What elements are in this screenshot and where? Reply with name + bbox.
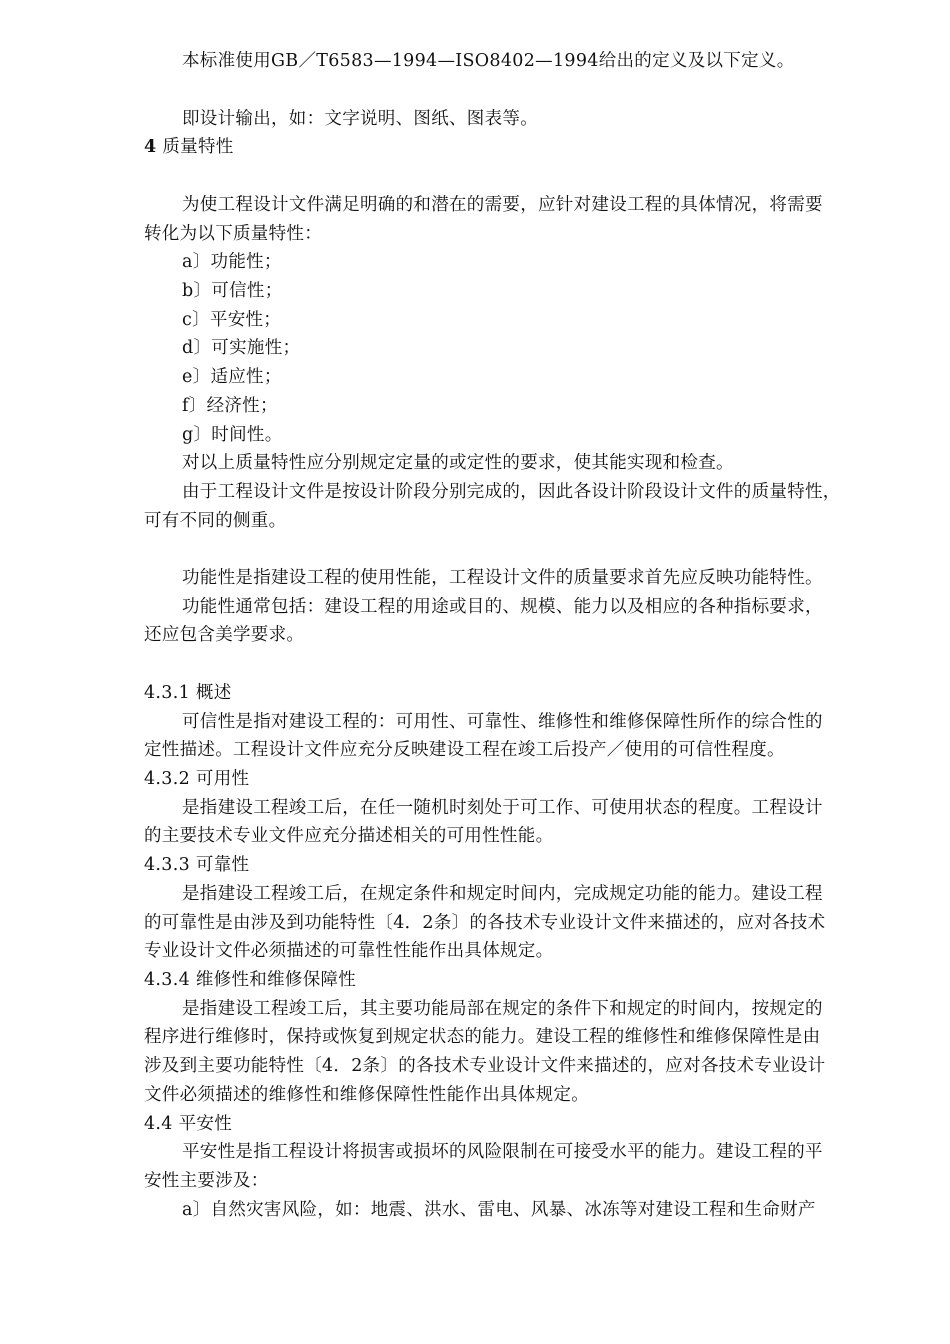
subsection-heading: 4.3.4 维修性和维修保障性 bbox=[144, 970, 357, 990]
paragraph-line: 为使工程设计文件满足明确的和潜在的需要，应针对建设工程的具体情况，将需要 bbox=[182, 195, 823, 215]
list-item: b〕可信性； bbox=[182, 281, 283, 301]
subsection-heading: 4.3.2 可用性 bbox=[144, 769, 250, 789]
paragraph-line: 是指建设工程竣工后，在任一随机时刻处于可工作、可使用状态的程度。工程设计 bbox=[182, 798, 823, 818]
paragraph-line: 可信性是指对建设工程的：可用性、可靠性、维修性和维修保障性所作的综合性的 bbox=[182, 712, 823, 732]
paragraph-line: 功能性是指建设工程的使用性能，工程设计文件的质量要求首先应反映功能特性。 bbox=[182, 568, 823, 588]
list-item: f〕经济性； bbox=[182, 396, 278, 416]
paragraph-line: 即设计输出，如：文字说明、图纸、图表等。 bbox=[182, 109, 538, 129]
list-item: a〕自然灾害风险，如：地震、洪水、雷电、风暴、冰冻等对建设工程和生命财产 bbox=[182, 1200, 816, 1220]
list-item: e〕适应性； bbox=[182, 367, 282, 387]
paragraph-line: 对以上质量特性应分别规定定量的或定性的要求，使其能实现和检查。 bbox=[182, 453, 734, 473]
list-item: a〕功能性； bbox=[182, 252, 282, 272]
paragraph-line: 还应包含美学要求。 bbox=[144, 625, 305, 645]
subsection-heading: 4.4 平安性 bbox=[144, 1114, 232, 1134]
paragraph-line: 转化为以下质量特性： bbox=[144, 224, 322, 244]
paragraph-line: 功能性通常包括：建设工程的用途或目的、规模、能力以及相应的各种指标要求， bbox=[182, 597, 823, 617]
paragraph-line: 是指建设工程竣工后，在规定条件和规定时间内，完成规定功能的能力。建设工程 bbox=[182, 884, 823, 904]
section-title: 质量特性 bbox=[162, 137, 234, 157]
subsection-heading: 4.3.1 概述 bbox=[144, 683, 232, 703]
paragraph-line: 专业设计文件必须描述的可靠性性能作出具体规定。 bbox=[144, 941, 554, 961]
section-number: 4 bbox=[144, 137, 157, 157]
list-item: d〕可实施性； bbox=[182, 338, 301, 358]
paragraph-line: 涉及到主要功能特性〔4．2条〕的各技术专业设计文件来描述的，应对各技术专业设计 bbox=[144, 1056, 826, 1076]
section-heading bbox=[144, 133, 234, 161]
paragraph-line: 由于工程设计文件是按设计阶段分别完成的，因此各设计阶段设计文件的质量特性， bbox=[182, 482, 841, 502]
list-item: c〕平安性； bbox=[182, 310, 282, 330]
paragraph-line: 程序进行维修时，保持或恢复到规定状态的能力。建设工程的维修性和维修保障性是由 bbox=[144, 1027, 821, 1047]
paragraph-line: 可有不同的侧重。 bbox=[144, 511, 287, 531]
paragraph-line: 是指建设工程竣工后，其主要功能局部在规定的条件下和规定的时间内，按规定的 bbox=[182, 999, 823, 1019]
paragraph-line: 的可靠性是由涉及到功能特性〔4．2条〕的各技术专业设计文件来描述的，应对各技术 bbox=[144, 913, 826, 933]
list-item: g〕时间性。 bbox=[182, 425, 283, 445]
paragraph-line: 的主要技术专业文件应充分描述相关的可用性性能。 bbox=[144, 826, 554, 846]
paragraph-line: 安性主要涉及： bbox=[144, 1171, 269, 1191]
paragraph-line: 文件必须描述的维修性和维修保障性性能作出具体规定。 bbox=[144, 1085, 589, 1105]
paragraph-line: 平安性是指工程设计将损害或损坏的风险限制在可接受水平的能力。建设工程的平 bbox=[182, 1142, 823, 1162]
paragraph-line: 定性描述。工程设计文件应充分反映建设工程在竣工后投产／使用的可信性程度。 bbox=[144, 740, 785, 760]
paragraph-line: 本标准使用GB／T6583—1994—ISO8402—1994给出的定义及以下定义。 bbox=[182, 51, 795, 71]
subsection-heading: 4.3.3 可靠性 bbox=[144, 855, 250, 875]
